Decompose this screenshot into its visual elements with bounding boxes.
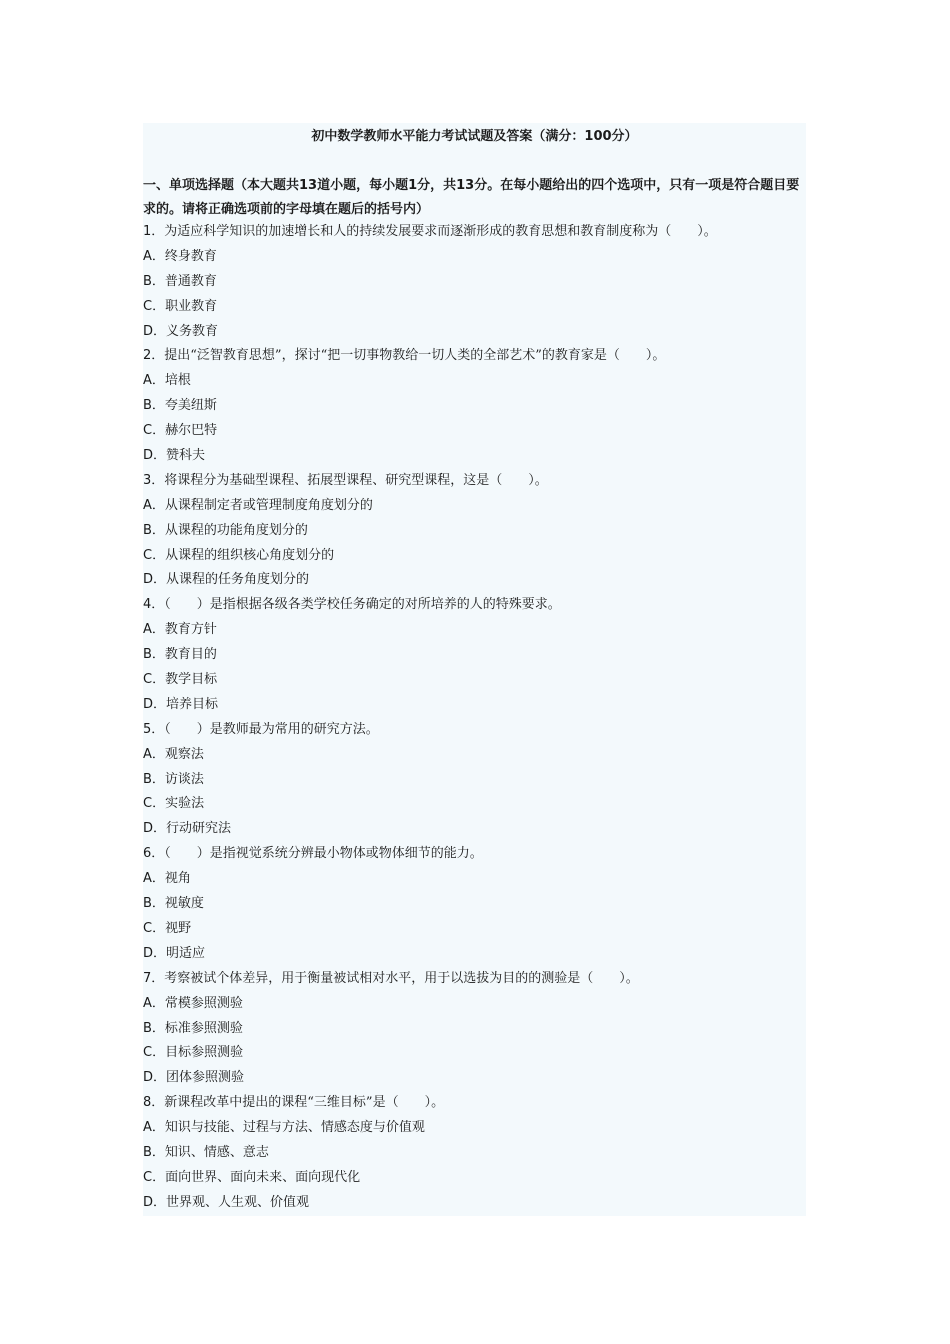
question-stem xyxy=(143,220,806,245)
option-text: 标准参照测验 xyxy=(164,1020,243,1036)
answer-option xyxy=(143,1066,806,1091)
option-letter: B． xyxy=(143,647,165,663)
option-text: 视野 xyxy=(165,920,192,936)
question-stem xyxy=(143,718,806,743)
option-text: 世界观、人生观、价值观 xyxy=(166,1194,310,1210)
option-text: 目标参照测验 xyxy=(165,1045,244,1061)
option-text: 从课程的任务角度划分的 xyxy=(166,572,310,588)
option-letter: D． xyxy=(143,323,167,339)
option-letter: C． xyxy=(143,547,166,563)
answer-option xyxy=(143,817,806,842)
option-letter: A． xyxy=(143,373,165,389)
answer-option xyxy=(143,1191,806,1216)
option-letter: C． xyxy=(143,796,166,812)
option-text: 从课程的组织核心角度划分的 xyxy=(165,547,335,563)
section-heading: 一、单项选择题（本大题共13道小题，每小题1分，共13分。在每小题给出的四个选项中，只有一项是符合题目要求的。请将正确选项前的字母填在题后的括号内） xyxy=(143,178,800,217)
option-text: 夸美纽斯 xyxy=(164,398,217,414)
option-letter: D． xyxy=(143,821,167,837)
question-stem xyxy=(143,1091,806,1116)
answer-option xyxy=(143,1041,806,1066)
question-text: 新课程改革中提出的课程“三维目标”是（ ）。 xyxy=(164,1095,445,1111)
answer-option xyxy=(143,867,806,892)
option-letter: C． xyxy=(143,1045,166,1061)
question-number: 4． xyxy=(143,597,165,613)
option-letter: A． xyxy=(143,622,165,638)
option-text: 普通教育 xyxy=(164,273,217,289)
question-number: 3． xyxy=(143,472,165,488)
option-text: 赞科夫 xyxy=(166,448,206,464)
option-letter: B． xyxy=(143,1144,165,1160)
question-text: 考察被试个体差异，用于衡量被试相对水平，用于以选拔为目的的测验是（ ）。 xyxy=(164,970,639,986)
answer-option xyxy=(143,270,806,295)
option-letter: A． xyxy=(143,746,165,762)
option-letter: D． xyxy=(143,1070,167,1086)
option-text: 从课程的功能角度划分的 xyxy=(164,522,308,538)
option-text: 观察法 xyxy=(164,746,204,762)
option-text: 义务教育 xyxy=(166,323,219,339)
answer-option xyxy=(143,444,806,469)
option-letter: A． xyxy=(143,871,165,887)
question-text: 将课程分为基础型课程、拓展型课程、研究型课程，这是（ ）。 xyxy=(164,472,548,488)
option-text: 明适应 xyxy=(166,945,206,961)
question-text: 为适应科学知识的加速增长和人的持续发展要求而逐渐形成的教育思想和教育制度称为（ ）。 xyxy=(164,224,717,239)
answer-option xyxy=(143,245,806,270)
document-title: 初中数学教师水平能力考试试题及答案（满分：100分） xyxy=(311,129,638,144)
option-letter: A． xyxy=(143,497,165,513)
question-list xyxy=(143,220,806,1216)
option-text: 从课程制定者或管理制度角度划分的 xyxy=(164,497,373,513)
answer-option xyxy=(143,394,806,419)
option-text: 访谈法 xyxy=(164,771,204,787)
document-body xyxy=(143,123,806,1216)
answer-option xyxy=(143,942,806,967)
question-number: 8． xyxy=(143,1095,165,1111)
option-text: 行动研究法 xyxy=(166,821,232,837)
answer-option xyxy=(143,494,806,519)
option-letter: D． xyxy=(143,572,167,588)
option-letter: A． xyxy=(143,248,165,264)
answer-option xyxy=(143,1166,806,1191)
option-text: 实验法 xyxy=(165,796,205,812)
option-text: 知识与技能、过程与方法、情感态度与价值观 xyxy=(164,1120,425,1136)
question-stem xyxy=(143,344,806,369)
option-text: 团体参照测验 xyxy=(166,1070,245,1086)
option-letter: C． xyxy=(143,672,166,688)
answer-option xyxy=(143,295,806,320)
option-text: 终身教育 xyxy=(164,248,217,264)
answer-option xyxy=(143,1017,806,1042)
option-letter: B． xyxy=(143,1020,165,1036)
option-text: 教育目的 xyxy=(164,647,217,663)
question-text: （ ）是指视觉系统分辨最小物体或物体细节的能力。 xyxy=(164,846,483,862)
answer-option xyxy=(143,917,806,942)
question-stem xyxy=(143,842,806,867)
answer-option xyxy=(143,743,806,768)
option-text: 视敏度 xyxy=(164,896,204,912)
answer-option xyxy=(143,768,806,793)
option-letter: A． xyxy=(143,995,165,1011)
answer-option xyxy=(143,618,806,643)
option-letter: B． xyxy=(143,771,165,787)
answer-option xyxy=(143,419,806,444)
question-text: 提出“泛智教育思想”，探讨“把一切事物教给一切人类的全部艺术”的教育家是（ ）。 xyxy=(164,348,666,364)
option-text: 常模参照测验 xyxy=(164,995,243,1011)
option-letter: B． xyxy=(143,273,165,289)
option-letter: D． xyxy=(143,1194,167,1210)
option-letter: A． xyxy=(143,1120,165,1136)
option-letter: C． xyxy=(143,298,166,314)
question-text: （ ）是指根据各级各类学校任务确定的对所培养的人的特殊要求。 xyxy=(164,597,561,613)
question-number: 2． xyxy=(143,348,165,364)
answer-option xyxy=(143,693,806,718)
option-text: 面向世界、面向未来、面向现代化 xyxy=(165,1169,361,1185)
answer-option xyxy=(143,792,806,817)
answer-option xyxy=(143,320,806,345)
option-text: 培根 xyxy=(164,373,191,389)
answer-option xyxy=(143,892,806,917)
answer-option xyxy=(143,992,806,1017)
question-number: 7． xyxy=(143,970,165,986)
option-text: 知识、情感、意志 xyxy=(164,1144,269,1160)
option-text: 职业教育 xyxy=(165,298,218,314)
question-number: 5． xyxy=(143,721,165,737)
option-letter: D． xyxy=(143,945,167,961)
answer-option xyxy=(143,668,806,693)
option-text: 赫尔巴特 xyxy=(165,423,218,439)
option-letter: B． xyxy=(143,398,165,414)
option-text: 教育方针 xyxy=(164,622,217,638)
option-text: 教学目标 xyxy=(165,672,218,688)
option-letter: B． xyxy=(143,896,165,912)
option-letter: C． xyxy=(143,423,166,439)
answer-option xyxy=(143,643,806,668)
answer-option xyxy=(143,544,806,569)
question-number: 6． xyxy=(143,846,165,862)
option-letter: C． xyxy=(143,1169,166,1185)
option-letter: D． xyxy=(143,448,167,464)
answer-option xyxy=(143,369,806,394)
question-stem xyxy=(143,593,806,618)
option-text: 培养目标 xyxy=(166,696,219,712)
option-letter: B． xyxy=(143,522,165,538)
question-number: 1． xyxy=(143,224,165,239)
answer-option xyxy=(143,568,806,593)
option-letter: C． xyxy=(143,920,166,936)
answer-option xyxy=(143,1116,806,1141)
option-letter: D． xyxy=(143,696,167,712)
answer-option xyxy=(143,519,806,544)
answer-option xyxy=(143,1141,806,1166)
option-text: 视角 xyxy=(164,871,191,887)
question-text: （ ）是教师最为常用的研究方法。 xyxy=(164,721,379,737)
question-stem xyxy=(143,469,806,494)
question-stem xyxy=(143,967,806,992)
